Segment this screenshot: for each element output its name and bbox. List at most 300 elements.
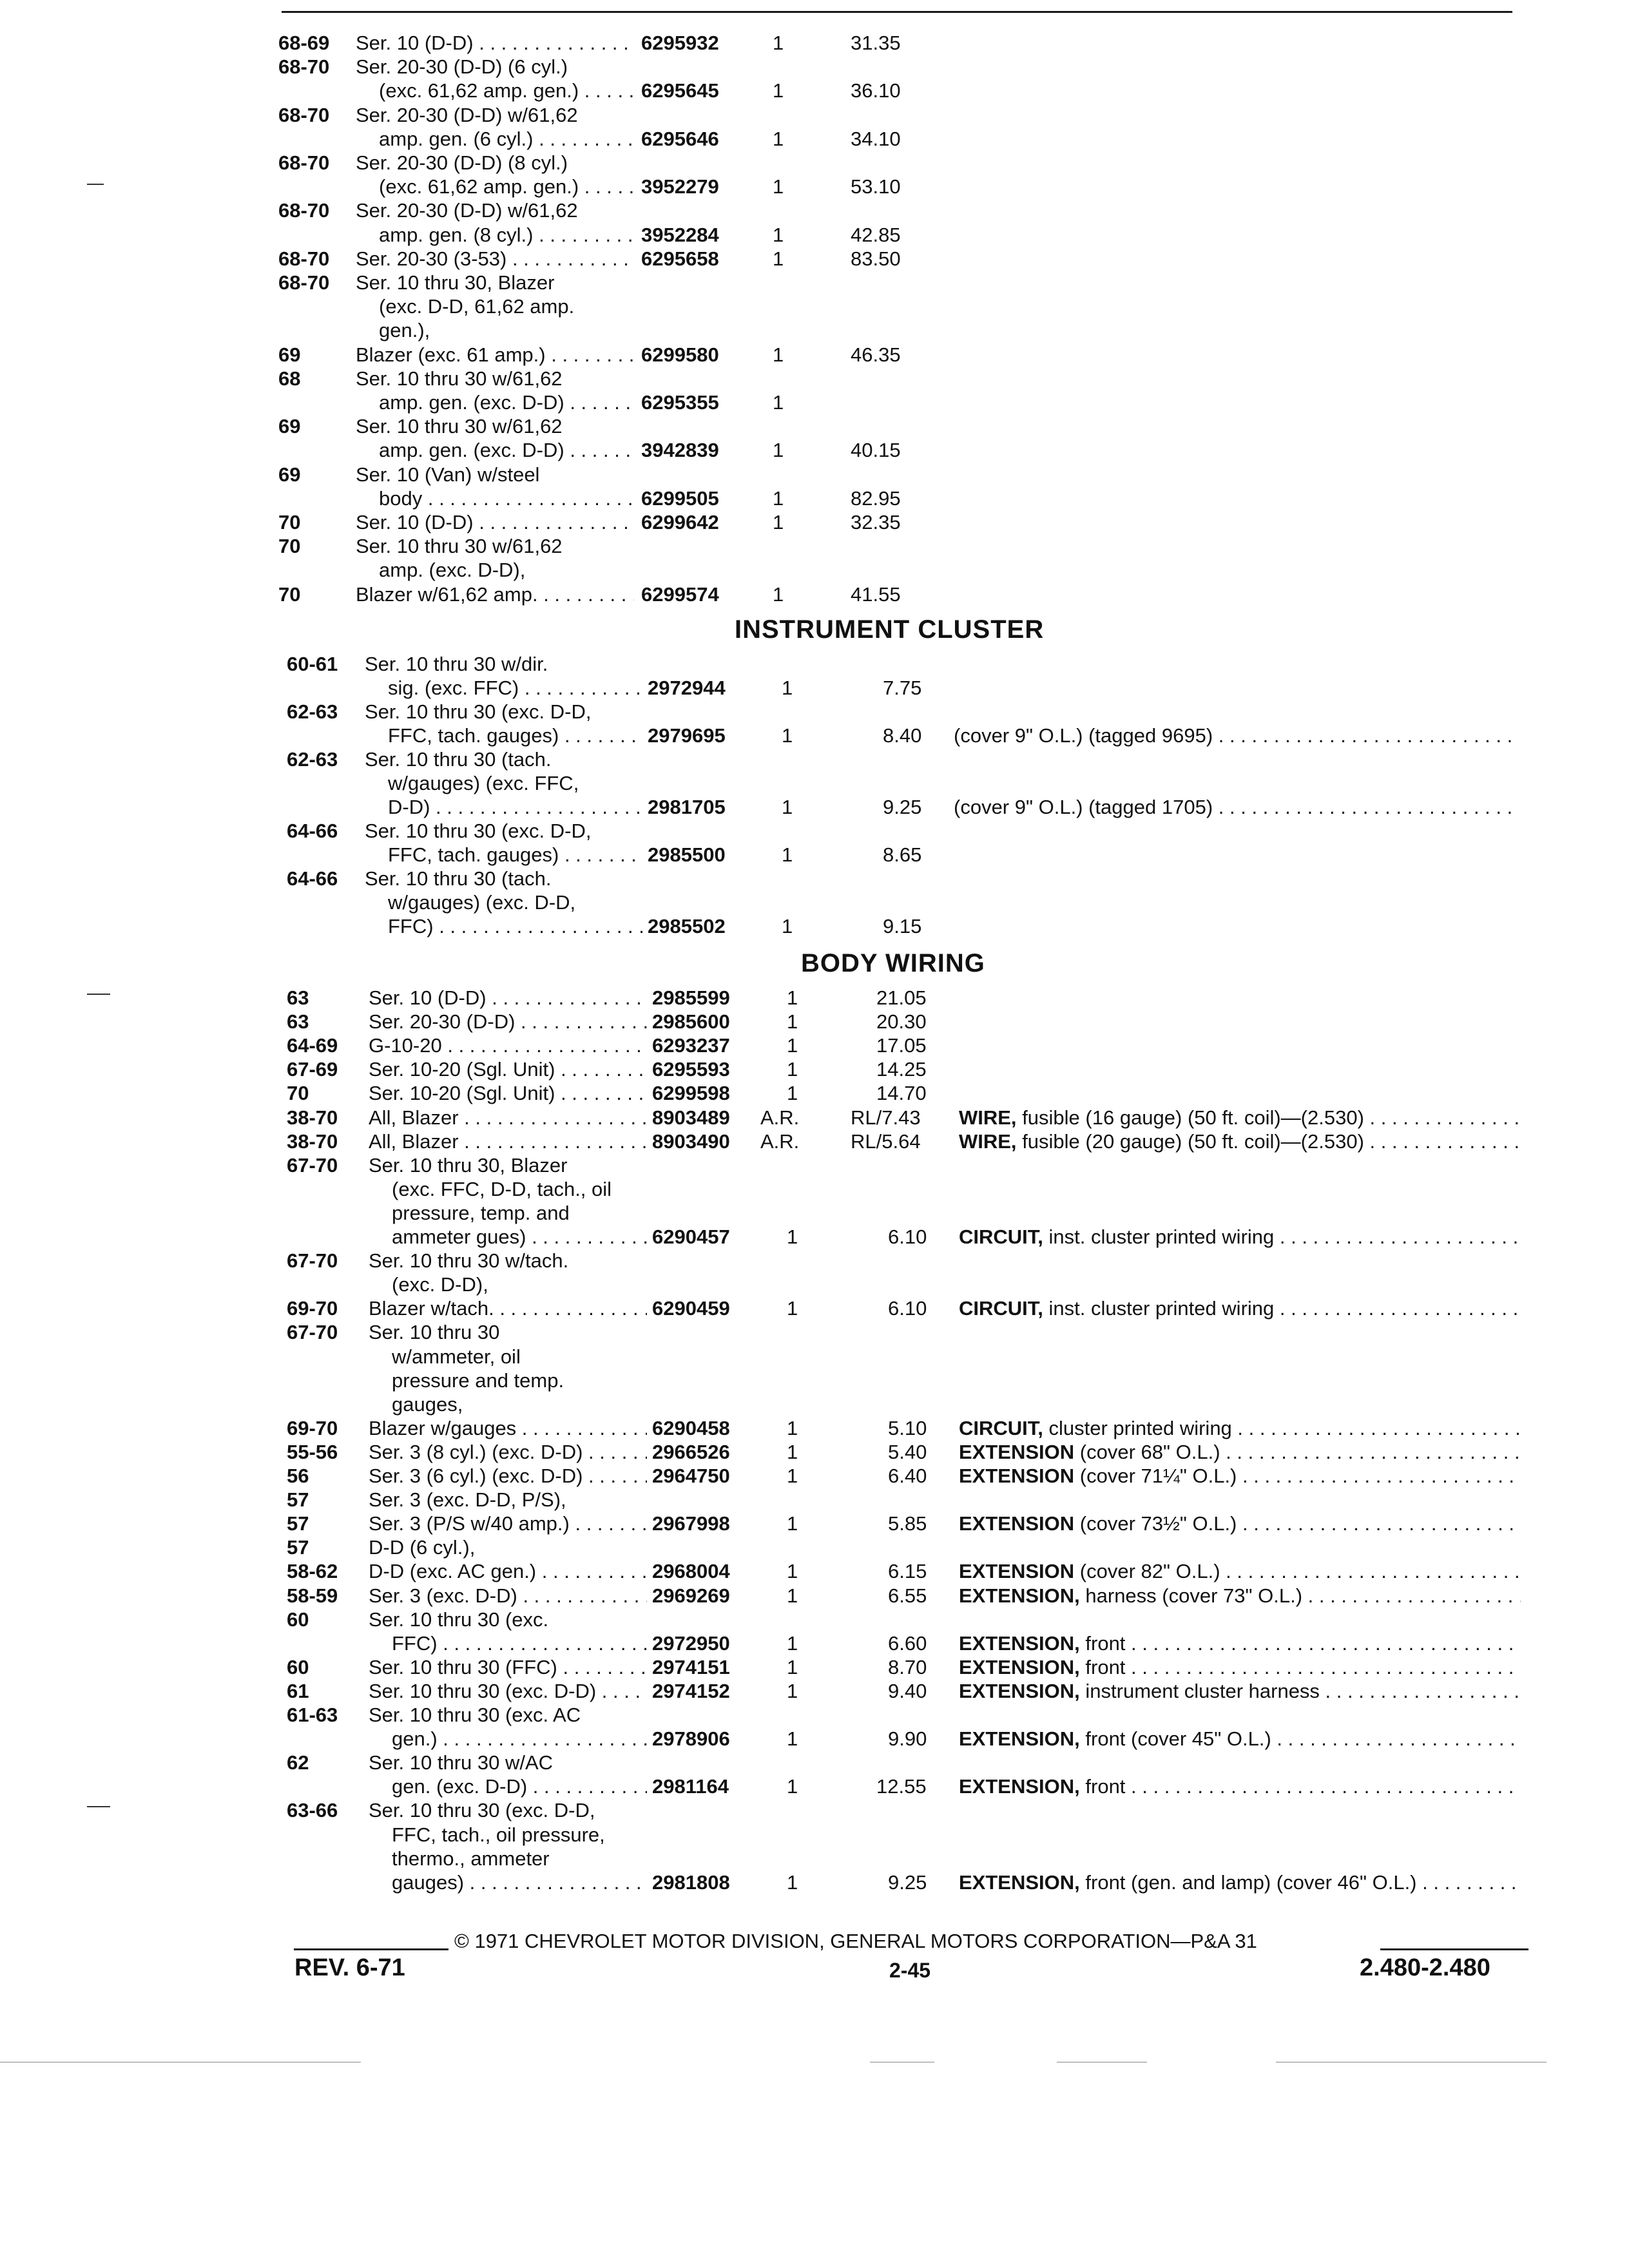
application-description bbox=[369, 1751, 647, 1774]
note-text: (cover 82" O.L.) bbox=[1079, 1560, 1220, 1582]
application-description bbox=[379, 390, 634, 414]
application-description bbox=[392, 1201, 647, 1225]
description-text: G-10-20 bbox=[369, 1034, 442, 1057]
application-description bbox=[392, 1774, 647, 1798]
application-description bbox=[379, 438, 634, 462]
quantity: 1 bbox=[782, 843, 793, 866]
model-years: 64-66 bbox=[287, 867, 338, 890]
model-years: 64-66 bbox=[287, 820, 338, 842]
part-name-note bbox=[959, 1774, 1521, 1798]
description-text: Blazer w/61,62 amp. bbox=[356, 583, 538, 606]
application-description bbox=[356, 55, 634, 79]
table-row bbox=[0, 819, 1629, 843]
note-text: front bbox=[1085, 1775, 1126, 1798]
part-number: 8903490 bbox=[652, 1130, 730, 1153]
description-text: gauges) bbox=[392, 1871, 465, 1894]
list-price: 17.05 bbox=[876, 1034, 927, 1057]
table-row bbox=[0, 127, 1629, 151]
list-price: 6.10 bbox=[888, 1297, 927, 1320]
footer-rule-left bbox=[294, 1948, 448, 1950]
description-text: amp. gen. (exc. D-D) bbox=[379, 391, 564, 414]
application-description bbox=[388, 771, 643, 795]
table-row bbox=[0, 1201, 1629, 1225]
part-number: 2985500 bbox=[648, 843, 726, 866]
table-row bbox=[0, 1081, 1629, 1105]
description-text: Ser. 10 thru 30 (exc. bbox=[369, 1608, 549, 1631]
description-text: Ser. 10 thru 30 w/61,62 bbox=[356, 415, 563, 437]
description-text: Ser. 10 thru 30 bbox=[369, 1321, 500, 1343]
table-row bbox=[0, 700, 1629, 724]
list-price: 9.25 bbox=[888, 1871, 927, 1894]
part-number: 2967998 bbox=[652, 1512, 730, 1535]
list-price: 5.85 bbox=[888, 1512, 927, 1535]
table-row bbox=[0, 1057, 1629, 1081]
application-description bbox=[365, 819, 643, 843]
description-text: Blazer w/tach. bbox=[369, 1297, 494, 1320]
part-name: WIRE, bbox=[959, 1130, 1017, 1153]
description-text: body bbox=[379, 487, 423, 510]
application-description bbox=[369, 1249, 647, 1273]
part-name: EXTENSION bbox=[959, 1560, 1075, 1582]
part-number: 3952284 bbox=[641, 224, 719, 246]
footer-copyright: © 1971 CHEVROLET MOTOR DIVISION, GENERAL MOTORS CORPORATION—P&A 31 bbox=[454, 1930, 1257, 1952]
table-row bbox=[0, 1608, 1629, 1631]
model-years: 62 bbox=[287, 1751, 309, 1774]
part-number: 2964750 bbox=[652, 1465, 730, 1487]
description-text: Ser. 10 thru 30 (exc. D-D, bbox=[369, 1799, 595, 1821]
part-name-note bbox=[959, 1225, 1521, 1249]
quantity: 1 bbox=[773, 175, 784, 198]
model-years: 68-70 bbox=[278, 151, 330, 174]
description-text: FFC, tach., oil pressure, bbox=[392, 1823, 605, 1846]
part-number: 6295646 bbox=[641, 128, 719, 150]
quantity: 1 bbox=[787, 1010, 798, 1033]
part-number: 2974152 bbox=[652, 1680, 730, 1702]
note-text: front bbox=[1085, 1632, 1126, 1655]
description-text: Ser. 10 thru 30 (exc. D-D, bbox=[365, 820, 592, 842]
model-years: 57 bbox=[287, 1488, 309, 1511]
description-text: Ser. 10 thru 30 w/61,62 bbox=[356, 535, 563, 557]
description-text: gen. (exc. D-D) bbox=[392, 1775, 528, 1798]
part-name-note bbox=[959, 1464, 1521, 1488]
quantity: 1 bbox=[773, 487, 784, 510]
table-row bbox=[0, 151, 1629, 175]
note-text: (cover 9" O.L.) (tagged 1705) bbox=[954, 796, 1213, 818]
application-description bbox=[356, 151, 634, 175]
application-description bbox=[369, 1416, 647, 1440]
application-description bbox=[379, 486, 634, 510]
note-text: (cover 71¼" O.L.) bbox=[1079, 1465, 1237, 1487]
table-row bbox=[0, 198, 1629, 222]
part-number: 2985600 bbox=[652, 1010, 730, 1033]
application-description bbox=[369, 1033, 647, 1057]
description-text: Blazer w/gauges bbox=[369, 1417, 517, 1439]
table-row bbox=[0, 1703, 1629, 1727]
part-name: EXTENSION, bbox=[959, 1775, 1080, 1798]
part-name-note bbox=[959, 1679, 1521, 1703]
part-number: 2969269 bbox=[652, 1584, 730, 1607]
part-name: EXTENSION, bbox=[959, 1871, 1080, 1894]
part-name-note bbox=[959, 1416, 1521, 1440]
description-text: Ser. 10 thru 30 (exc. D-D, bbox=[365, 700, 592, 723]
list-price: 82.95 bbox=[851, 487, 901, 510]
description-text: Ser. 10 (Van) w/steel bbox=[356, 463, 540, 486]
description-text: gauges, bbox=[392, 1393, 463, 1416]
table-row bbox=[0, 1369, 1629, 1392]
application-description bbox=[369, 1081, 647, 1105]
description-text: Ser. 20-30 (3-53) bbox=[356, 247, 507, 270]
note-text: harness (cover 73" O.L.) bbox=[1085, 1584, 1303, 1607]
description-text: w/gauges) (exc. FFC, bbox=[388, 772, 579, 794]
application-description bbox=[356, 463, 634, 486]
application-description bbox=[379, 175, 634, 198]
quantity: 1 bbox=[787, 1058, 798, 1081]
part-number: 2981164 bbox=[652, 1775, 729, 1798]
application-description bbox=[369, 1679, 647, 1703]
application-description bbox=[365, 867, 643, 890]
table-row bbox=[0, 1559, 1629, 1583]
list-price: 20.30 bbox=[876, 1010, 927, 1033]
table-row bbox=[0, 986, 1629, 1010]
description-text: Ser. 10-20 (Sgl. Unit) bbox=[369, 1082, 555, 1104]
table-row bbox=[0, 1106, 1629, 1129]
part-name-note bbox=[954, 724, 1514, 747]
table-row bbox=[0, 294, 1629, 318]
list-price: 36.10 bbox=[851, 79, 901, 102]
application-description bbox=[356, 31, 634, 55]
list-price: 14.25 bbox=[876, 1058, 927, 1081]
part-number: 6299574 bbox=[641, 583, 719, 606]
table-row bbox=[0, 343, 1629, 367]
quantity: 1 bbox=[782, 724, 793, 747]
application-description bbox=[388, 724, 643, 747]
model-years: 60-61 bbox=[287, 653, 338, 675]
note-text: inst. cluster printed wiring bbox=[1048, 1225, 1275, 1248]
list-price: 6.40 bbox=[888, 1465, 927, 1487]
list-price: 9.25 bbox=[883, 796, 922, 818]
table-row bbox=[0, 1296, 1629, 1320]
table-row bbox=[0, 1129, 1629, 1153]
list-price: 12.55 bbox=[876, 1775, 927, 1798]
description-text: Ser. 20-30 (D-D) (6 cyl.) bbox=[356, 55, 568, 78]
part-name-note bbox=[959, 1727, 1521, 1751]
quantity: 1 bbox=[787, 1727, 798, 1750]
list-price: 34.10 bbox=[851, 128, 901, 150]
application-description bbox=[369, 1010, 647, 1033]
application-description bbox=[356, 198, 634, 222]
description-text: FFC) bbox=[388, 915, 434, 937]
model-years: 69 bbox=[278, 343, 301, 366]
description-text: sig. (exc. FFC) bbox=[388, 677, 519, 699]
description-text: Ser. 10 thru 30 w/dir. bbox=[365, 653, 548, 675]
model-years: 61 bbox=[287, 1680, 309, 1702]
description-text: Ser. 10 thru 30 w/tach. bbox=[369, 1249, 569, 1272]
part-number: 2981705 bbox=[648, 796, 726, 818]
description-text: Ser. 10 thru 30, Blazer bbox=[356, 271, 555, 294]
application-description bbox=[369, 1440, 647, 1464]
footer-rule-right bbox=[1380, 1948, 1528, 1950]
description-text: Ser. 20-30 (D-D) (8 cyl.) bbox=[356, 151, 568, 174]
application-description bbox=[369, 1488, 647, 1512]
table-row bbox=[0, 534, 1629, 558]
application-description bbox=[356, 103, 634, 127]
list-price: 32.35 bbox=[851, 511, 901, 533]
application-description bbox=[369, 1559, 647, 1583]
quantity: 1 bbox=[787, 1417, 798, 1439]
list-price: 8.65 bbox=[883, 843, 922, 866]
section-heading: INSTRUMENT CLUSTER bbox=[735, 615, 1045, 644]
table-row bbox=[0, 582, 1629, 606]
note-text: (cover 68" O.L.) bbox=[1079, 1441, 1220, 1463]
quantity: 1 bbox=[782, 915, 793, 937]
part-number: 6295932 bbox=[641, 32, 719, 54]
list-price: 6.60 bbox=[888, 1632, 927, 1655]
part-number: 2972944 bbox=[648, 677, 726, 699]
model-years: 70 bbox=[278, 511, 301, 533]
model-years: 60 bbox=[287, 1608, 309, 1631]
quantity: 1 bbox=[787, 1512, 798, 1535]
table-row bbox=[0, 1273, 1629, 1296]
description-text: D-D (6 cyl.), bbox=[369, 1536, 476, 1559]
application-description bbox=[388, 914, 643, 938]
description-text: Ser. 10 thru 30 (exc. AC bbox=[369, 1704, 581, 1726]
application-description bbox=[379, 127, 634, 151]
application-description bbox=[392, 1225, 647, 1249]
application-description bbox=[392, 1823, 647, 1847]
application-description bbox=[356, 582, 634, 606]
part-number: 3942839 bbox=[641, 439, 719, 461]
table-row bbox=[0, 1488, 1629, 1512]
description-text: (exc. 61,62 amp. gen.) bbox=[379, 175, 579, 198]
application-description bbox=[379, 223, 634, 247]
description-text: Blazer (exc. 61 amp.) bbox=[356, 343, 546, 366]
table-row bbox=[0, 1345, 1629, 1369]
model-years: 69 bbox=[278, 415, 301, 437]
model-years: 69 bbox=[278, 463, 301, 486]
list-price: 14.70 bbox=[876, 1082, 927, 1104]
part-number: 8903489 bbox=[652, 1106, 730, 1129]
model-years: 57 bbox=[287, 1536, 309, 1559]
table-row bbox=[0, 247, 1629, 271]
application-description bbox=[392, 1847, 647, 1870]
model-years: 70 bbox=[278, 583, 301, 606]
application-description bbox=[392, 1631, 647, 1655]
part-number: 2966526 bbox=[652, 1441, 730, 1463]
quantity: 1 bbox=[787, 1082, 798, 1104]
quantity: 1 bbox=[787, 1465, 798, 1487]
application-description bbox=[392, 1177, 647, 1201]
part-name: EXTENSION, bbox=[959, 1632, 1080, 1655]
model-years: 64-69 bbox=[287, 1034, 338, 1057]
table-row bbox=[0, 103, 1629, 127]
section-heading: BODY WIRING bbox=[801, 949, 985, 977]
table-row bbox=[0, 1440, 1629, 1464]
part-name: CIRCUIT, bbox=[959, 1225, 1043, 1248]
description-text: amp. (exc. D-D), bbox=[379, 559, 526, 581]
description-text: FFC, tach. gauges) bbox=[388, 843, 559, 866]
model-years: 68-70 bbox=[278, 199, 330, 222]
application-description bbox=[388, 843, 643, 867]
description-text: Ser. 10 (D-D) bbox=[356, 511, 474, 533]
model-years: 55-56 bbox=[287, 1441, 338, 1463]
description-text: thermo., ammeter bbox=[392, 1847, 550, 1870]
table-row bbox=[0, 31, 1629, 55]
table-row bbox=[0, 890, 1629, 914]
note-text: front (gen. and lamp) (cover 46" O.L.) bbox=[1085, 1871, 1417, 1894]
description-text: w/gauges) (exc. D-D, bbox=[388, 891, 576, 914]
part-number: 3952279 bbox=[641, 175, 719, 198]
table-row bbox=[0, 843, 1629, 867]
table-row bbox=[0, 1512, 1629, 1535]
table-row bbox=[0, 175, 1629, 198]
quantity: 1 bbox=[773, 128, 784, 150]
part-number: 2974151 bbox=[652, 1656, 730, 1678]
part-name: WIRE, bbox=[959, 1106, 1017, 1129]
part-number: 6295645 bbox=[641, 79, 719, 102]
application-description bbox=[388, 676, 643, 700]
table-row bbox=[0, 223, 1629, 247]
part-number: 6290457 bbox=[652, 1225, 730, 1248]
application-description bbox=[356, 271, 634, 294]
part-number: 2985502 bbox=[648, 915, 726, 937]
application-description bbox=[365, 652, 643, 676]
list-price: 31.35 bbox=[851, 32, 901, 54]
model-years: 63 bbox=[287, 986, 309, 1009]
table-row bbox=[0, 318, 1629, 342]
application-description bbox=[369, 1106, 647, 1129]
quantity: 1 bbox=[773, 79, 784, 102]
model-years: 57 bbox=[287, 1512, 309, 1535]
part-name: EXTENSION, bbox=[959, 1584, 1080, 1607]
quantity: 1 bbox=[773, 224, 784, 246]
application-description bbox=[388, 795, 643, 819]
description-text: Ser. 10 thru 30, Blazer bbox=[369, 1154, 568, 1177]
list-price: 8.40 bbox=[883, 724, 922, 747]
quantity: 1 bbox=[787, 1680, 798, 1702]
quantity: 1 bbox=[787, 1560, 798, 1582]
list-price: 6.15 bbox=[888, 1560, 927, 1582]
table-row bbox=[0, 55, 1629, 79]
quantity: 1 bbox=[773, 391, 784, 414]
part-name: CIRCUIT, bbox=[959, 1417, 1043, 1439]
quantity: 1 bbox=[773, 247, 784, 270]
table-row bbox=[0, 1679, 1629, 1703]
part-name-note bbox=[959, 1129, 1521, 1153]
quantity: 1 bbox=[787, 1871, 798, 1894]
footer-revision: REV. 6-71 bbox=[294, 1954, 405, 1981]
description-text: Ser. 10 thru 30 w/61,62 bbox=[356, 367, 563, 390]
quantity: 1 bbox=[787, 1225, 798, 1248]
model-years: 67-69 bbox=[287, 1058, 338, 1081]
table-row bbox=[0, 914, 1629, 938]
list-price: 8.70 bbox=[888, 1656, 927, 1678]
table-row bbox=[0, 1774, 1629, 1798]
model-years: 70 bbox=[287, 1082, 309, 1104]
table-row bbox=[0, 724, 1629, 747]
margin-mark bbox=[87, 184, 104, 185]
note-text: fusible (16 gauge) (50 ft. coil)—(2.530) bbox=[1022, 1106, 1364, 1129]
model-years: 68-70 bbox=[278, 55, 330, 78]
part-number: 6299598 bbox=[652, 1082, 730, 1104]
list-price: 83.50 bbox=[851, 247, 901, 270]
description-text: FFC) bbox=[392, 1632, 438, 1655]
table-row bbox=[0, 463, 1629, 486]
part-name-note bbox=[959, 1512, 1521, 1535]
table-row bbox=[0, 747, 1629, 771]
description-text: All, Blazer bbox=[369, 1130, 459, 1153]
list-price: 9.15 bbox=[883, 915, 922, 937]
description-text: gen.), bbox=[379, 319, 430, 341]
description-text: amp. gen. (8 cyl.) bbox=[379, 224, 534, 246]
note-text: front (cover 45" O.L.) bbox=[1085, 1727, 1271, 1750]
description-text: Ser. 20-30 (D-D) w/61,62 bbox=[356, 104, 578, 126]
part-name-note bbox=[959, 1584, 1521, 1608]
note-text: (cover 9" O.L.) (tagged 9695) bbox=[954, 724, 1213, 747]
description-text: amp. gen. (exc. D-D) bbox=[379, 439, 564, 461]
description-text: All, Blazer bbox=[369, 1106, 459, 1129]
application-description bbox=[369, 1798, 647, 1822]
application-description bbox=[388, 890, 643, 914]
description-text: Ser. 10-20 (Sgl. Unit) bbox=[369, 1058, 555, 1081]
part-name-note bbox=[959, 1655, 1521, 1679]
list-price: 40.15 bbox=[851, 439, 901, 461]
application-description bbox=[379, 558, 634, 582]
model-years: 68-69 bbox=[278, 32, 330, 54]
description-text: (exc. FFC, D-D, tach., oil bbox=[392, 1178, 612, 1200]
table-row bbox=[0, 1033, 1629, 1057]
quantity: 1 bbox=[787, 1656, 798, 1678]
model-years: 67-70 bbox=[287, 1249, 338, 1272]
part-name-note bbox=[959, 1440, 1521, 1464]
application-description bbox=[369, 1703, 647, 1727]
part-name-note bbox=[959, 1631, 1521, 1655]
part-number: 2972950 bbox=[652, 1632, 730, 1655]
table-row bbox=[0, 867, 1629, 890]
table-row bbox=[0, 1416, 1629, 1440]
table-row bbox=[0, 795, 1629, 819]
part-number: 6299580 bbox=[641, 343, 719, 366]
part-number: 2978906 bbox=[652, 1727, 730, 1750]
margin-mark bbox=[87, 994, 110, 995]
list-price: 42.85 bbox=[851, 224, 901, 246]
table-row bbox=[0, 414, 1629, 438]
application-description bbox=[369, 986, 647, 1010]
description-text: D-D) bbox=[388, 796, 430, 818]
note-text: front bbox=[1085, 1656, 1126, 1678]
part-name-note bbox=[959, 1559, 1521, 1583]
list-price: RL/5.64 bbox=[851, 1130, 921, 1153]
description-text: Ser. 3 (6 cyl.) (exc. D-D) bbox=[369, 1465, 583, 1487]
list-price: 5.40 bbox=[888, 1441, 927, 1463]
list-price: 5.10 bbox=[888, 1417, 927, 1439]
part-number: 6295355 bbox=[641, 391, 719, 414]
footer-page-number: 2-45 bbox=[889, 1959, 931, 1982]
model-years: 67-70 bbox=[287, 1321, 338, 1343]
description-text: Ser. 20-30 (D-D) bbox=[369, 1010, 516, 1033]
description-text: D-D (exc. AC gen.) bbox=[369, 1560, 537, 1582]
application-description bbox=[379, 79, 634, 102]
application-description bbox=[369, 1129, 647, 1153]
quantity: 1 bbox=[773, 583, 784, 606]
part-name: EXTENSION bbox=[959, 1465, 1075, 1487]
table-row bbox=[0, 367, 1629, 390]
footer-section-number: 2.480-2.480 bbox=[1360, 1954, 1490, 1981]
part-number: 6290458 bbox=[652, 1417, 730, 1439]
part-number: 6293237 bbox=[652, 1034, 730, 1057]
quantity: 1 bbox=[782, 796, 793, 818]
quantity: 1 bbox=[787, 1775, 798, 1798]
part-name: EXTENSION bbox=[959, 1441, 1075, 1463]
